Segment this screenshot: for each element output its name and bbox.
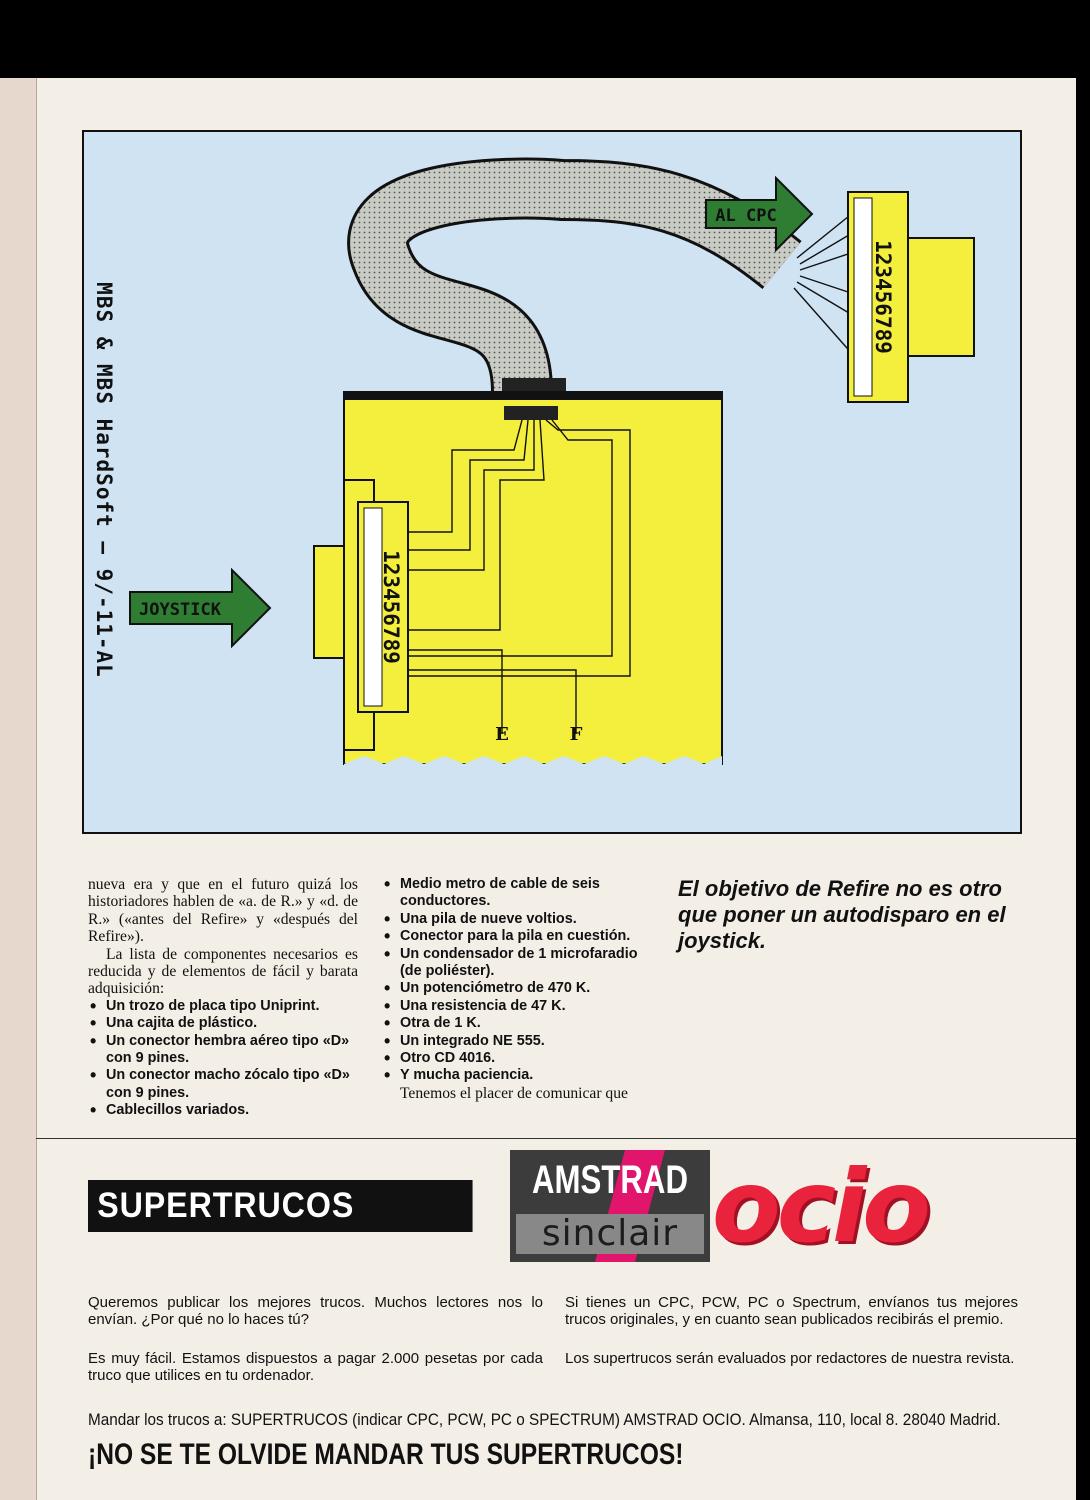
list-item: • Un condensador de 1 microfaradio (de poliéster). [382,946,654,981]
article-column-2 [382,876,654,1102]
list-item: • Una pila de nueve voltios. [382,911,654,928]
article-paragraph: La lista de componentes necesarios es reducida y de elementos de fácil y barata adquisición: [88,945,358,998]
section-divider [36,1138,1076,1139]
list-item: • Otra de 1 K. [382,1015,654,1032]
arrow-cpc-label: AL CPC [715,206,777,226]
cpc-pin-numbers: 123456789 [871,240,895,354]
list-item: • Conector para la pila en cuestión. [382,928,654,945]
wires-to-cpc [794,212,854,356]
article-column-1 [88,876,358,1120]
ocio-logo: ocio [712,1148,927,1265]
call-to-action: ¡NO SE TE OLVIDE MANDAR TUS SUPERTRUCOS! [88,1438,684,1471]
list-item: • Un trozo de placa tipo Uniprint. [88,998,358,1015]
list-item: • Medio metro de cable de seis conductores. [382,876,654,911]
page-gutter [0,78,37,1500]
ad-text-left-1: Queremos publicar los mejores trucos. Muchos lectores nos lo envían. ¿Por qué no lo haces tú? [88,1294,543,1328]
pin-label-f: F [569,724,583,745]
cutaway-edge [344,756,722,830]
cable-grommet [502,378,566,392]
logo-sinclair-text: sinclair [516,1214,704,1254]
cpc-connector-body [908,238,974,356]
illustration-credit [88,130,120,830]
ad-text-right-1: Si tienes un CPC, PCW, PC o Spectrum, envíanos tus mejores trucos originales, y en cuanto sean publicados recibirás el premio. [565,1294,1018,1328]
list-item: • Otro CD 4016. [382,1050,654,1067]
joystick-pin-numbers: 123456789 [379,550,403,664]
list-item: • Un conector hembra aéreo tipo «D» con 9 pines. [88,1033,358,1068]
joystick-connector-body [314,546,348,658]
component-list-1 [88,998,358,1120]
credit-text: MBS & MBS HardSoft — 9/-11-AL [92,282,116,678]
pin-label-e: E [495,724,509,745]
refire-wiring-diagram [82,130,1018,830]
list-item: • Un integrado NE 555. [382,1033,654,1050]
cable-entry [504,406,558,420]
ad-text-right-2: Los supertrucos serán evaluados por redactores de nuestra revista. [565,1350,1015,1367]
list-item: • Un conector macho zócalo tipo «D» con 9 pines. [88,1067,358,1102]
cpc-pin-row [854,198,872,396]
list-item: • Una cajita de plástico. [88,1015,358,1032]
arrow-joystick-label: JOYSTICK [139,600,221,620]
pull-quote: El objetivo de Refire no es otro que poner un autodisparo en el joystick. [678,876,1006,953]
logo-amstrad-text: AMSTRAD [532,1158,688,1202]
supertrucos-banner: SUPERTRUCOS [88,1180,473,1232]
article-paragraph: Tenemos el placer de comunicar que [400,1084,628,1102]
article-paragraph: nueva era y que en el futuro quizá los historiadores hablen de «a. de R.» y «d. de R.» («antes del Refire» y «después del Refire»). [88,876,358,946]
component-list-2 [382,876,654,1085]
box-lid [344,392,722,400]
mailing-address: Mandar los trucos a: SUPERTRUCOS (indicar CPC, PCW, PC o SPECTRUM) AMSTRAD OCIO. Almansa, 110, local 8. 28040 Madrid. [88,1410,1001,1429]
list-item: • Una resistencia de 47 K. [382,998,654,1015]
amstrad-sinclair-logo [510,1150,710,1262]
list-item: • Un potenciómetro de 470 K. [382,980,654,997]
list-item: • Y mucha paciencia. [382,1067,654,1084]
ad-text-left-2: Es muy fácil. Estamos dispuestos a pagar 2.000 pesetas por cada truco que utilices en tu ordenador. [88,1350,543,1384]
list-item: • Cablecillos variados. [88,1102,358,1119]
